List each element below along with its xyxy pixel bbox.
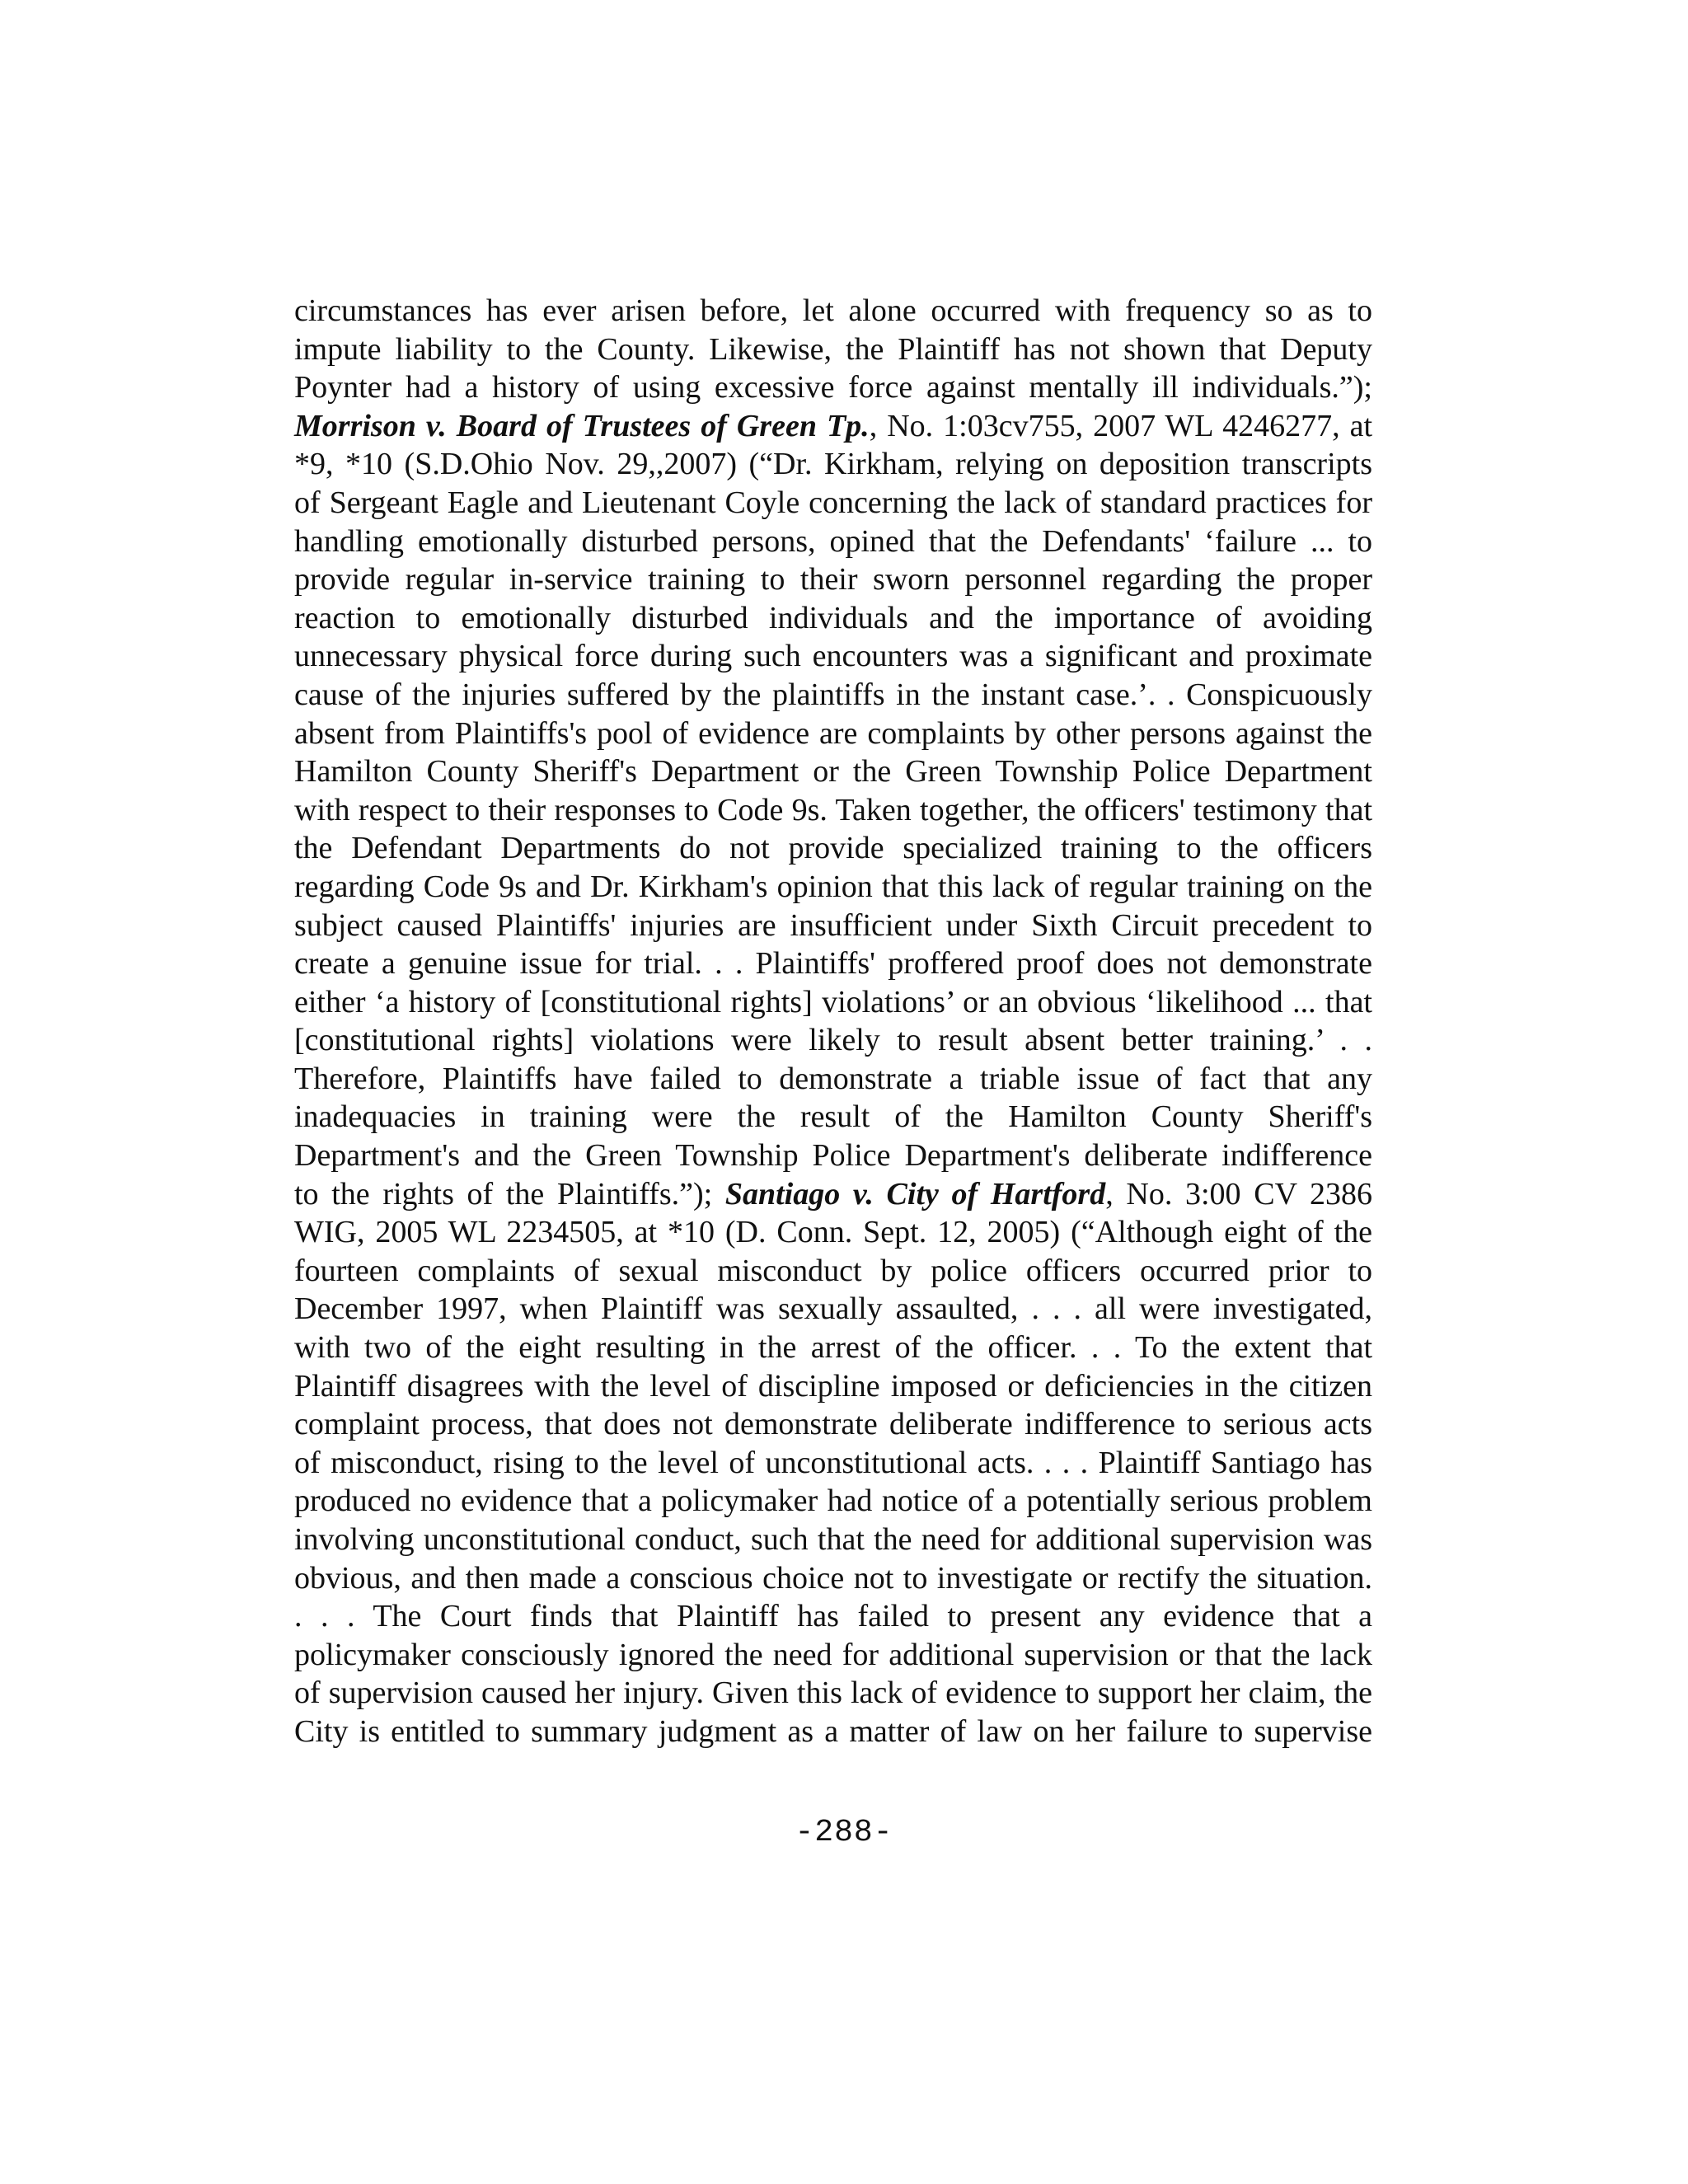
text-line: Poynter had a history of using excessive force against mentally ill individuals.”); [294,370,1372,405]
case-name-morrison: Morrison v. Board of Trustees of Green Tp. [294,408,870,443]
citation-santiago: , No. 3:00 CV 2386 [1105,1176,1372,1212]
text-line: of misconduct, rising to the level of unconstitutional acts. . . . Plaintiff Santiago has [294,1445,1372,1480]
text-line: with respect to their responses to Code 9s. Taken together, the officers' testimony that [294,792,1372,827]
text-line: involving unconstitutional conduct, such that the need for additional supervision was [294,1522,1372,1557]
text-line: either ‘a history of [constitutional rights] violations’ or an obvious ‘likelihood ... that [294,984,1372,1019]
text-line: December 1997, when Plaintiff was sexually assaulted, . . . all were investigated, [294,1291,1372,1327]
page-number: -288- [795,1815,893,1850]
text-line-santiago-citation [294,1175,1372,1214]
text-line: absent from Plaintiffs's pool of evidence are complaints by other persons against the [294,715,1372,751]
text-line: subject caused Plaintiffs' injuries are insufficient under Sixth Circuit precedent to [294,907,1372,943]
text-line: . . . The Court finds that Plaintiff has failed to present any evidence that a [294,1599,1372,1634]
text-line: impute liability to the County. Likewise, the Plaintiff has not shown that Deputy [294,331,1372,367]
text-line: Therefore, Plaintiffs have failed to demonstrate a triable issue of fact that any [294,1061,1372,1096]
text-line: handling emotionally disturbed persons, opined that the Defendants' ‘failure ... to [294,523,1372,559]
santiago-lead-text: to the rights of the Plaintiffs.”); [294,1176,725,1212]
text-line: produced no evidence that a policymaker had notice of a potentially serious problem [294,1483,1372,1519]
text-line: complaint process, that does not demonstrate deliberate indifference to serious acts [294,1407,1372,1442]
text-line: unnecessary physical force during such encounters was a significant and proximate [294,639,1372,674]
text-line: Department's and the Green Township Police Department's deliberate indifference [294,1138,1372,1174]
text-line: WIG, 2005 WL 2234505, at *10 (D. Conn. Sept. 12, 2005) (“Although eight of the [294,1215,1372,1250]
text-line: circumstances has ever arisen before, let alone occurred with frequency so as to [294,293,1372,328]
text-line: provide regular in-service training to their sworn personnel regarding the proper [294,562,1372,598]
text-line: fourteen complaints of sexual misconduct by police officers occurred prior to [294,1253,1372,1288]
text-line: regarding Code 9s and Dr. Kirkham's opinion that this lack of regular training on the [294,869,1372,904]
text-line: create a genuine issue for trial. . . Plaintiffs' proffered proof does not demonstrate [294,946,1372,982]
text-line: with two of the eight resulting in the arrest of the officer. . . To the extent that [294,1330,1372,1366]
text-line: of Sergeant Eagle and Lieutenant Coyle concerning the lack of standard practices for [294,485,1372,520]
text-line: *9, *10 (S.D.Ohio Nov. 29,,2007) (“Dr. Kirkham, relying on deposition transcripts [294,447,1372,482]
text-line: Hamilton County Sheriff's Department or the Green Township Police Department [294,754,1372,790]
text-line: cause of the injuries suffered by the plaintiffs in the instant case.’. . Conspicuously [294,677,1372,712]
text-line: City is entitled to summary judgment as a matter of law on her failure to supervise [294,1713,1372,1749]
case-name-santiago: Santiago v. City of Hartford [724,1176,1106,1212]
text-line: Plaintiff disagrees with the level of discipline imposed or deficiencies in the citizen [294,1368,1372,1404]
text-line-morrison-citation [294,407,1372,446]
text-line: of supervision caused her injury. Given this lack of evidence to support her claim, the [294,1675,1372,1711]
text-line: policymaker consciously ignored the need for additional supervision or that the lack [294,1637,1372,1672]
document-body-text [294,292,1372,1751]
citation-morrison: , No. 1:03cv755, 2007 WL 4246277, at [869,408,1372,443]
text-line: inadequacies in training were the result of the Hamilton County Sheriff's [294,1099,1372,1135]
text-line: the Defendant Departments do not provide specialized training to the officers [294,831,1372,866]
text-line: reaction to emotionally disturbed individuals and the importance of avoiding [294,600,1372,635]
text-line: obvious, and then made a conscious choice not to investigate or rectify the situation. [294,1560,1372,1596]
text-line: [constitutional rights] violations were likely to result absent better training.’ . . [294,1023,1372,1058]
